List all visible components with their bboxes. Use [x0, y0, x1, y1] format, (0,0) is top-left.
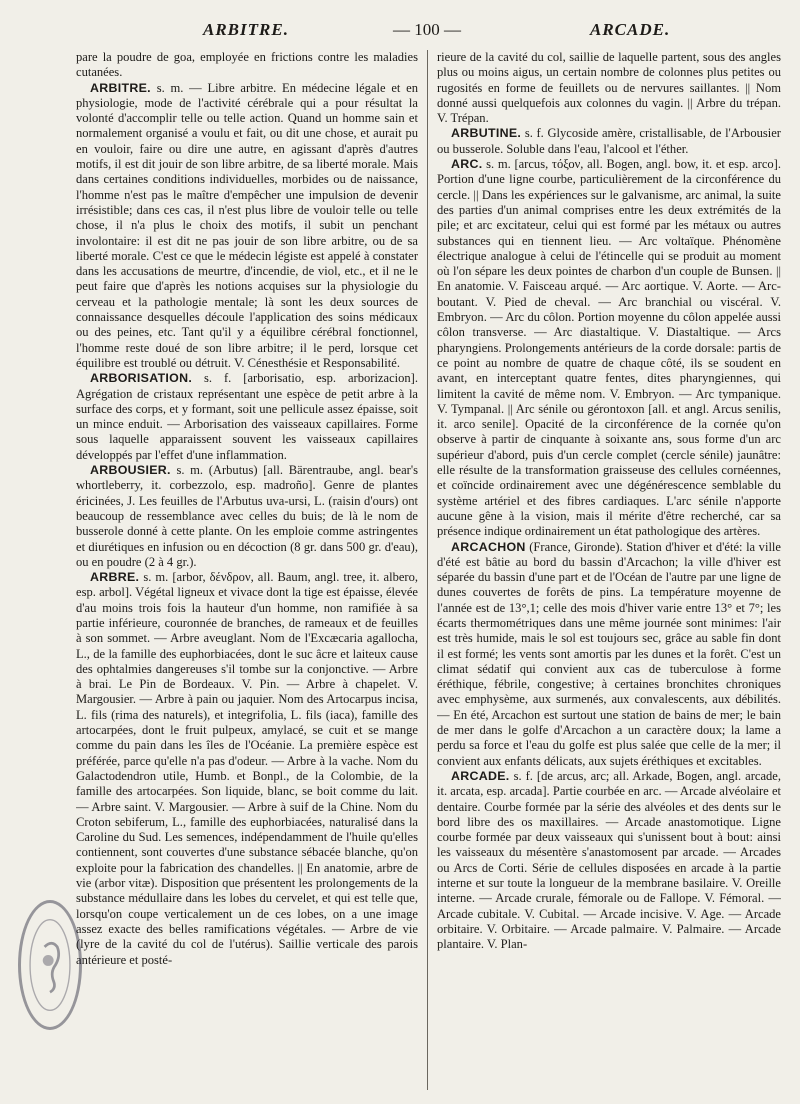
entry-text: s. m. (Arbutus) [all. Bärentraube, angl. bear's whortleberry, it. corbezzolo, esp. madroño]. Genre de plantes éricinées, J. Les feuilles de l'Arbutus uva-ursi, L. (raisin d'ours) ont beaucoup de ressemblance avec celles du buis; de là le nom de busserole donné à cette plante. On les emploie comme astringentes et diurétiques en infusion ou en décoction (8 gr. dans 500 gr. d'eau), ou en poudre (2 à 4 gr.). [76, 463, 418, 569]
entry-text: s. m. — Libre arbitre. En médecine légale et en physiologie, mode de l'activité cérébrale qui a pour résultat la volonté d'accomplir telle ou telle action. Quand un homme sain et normalement organisé a voulu et fait, ou dit une chose, et aurait pu en vouloir, faire ou dire une autre, en agissant d'après d'autres motifs, il est dit jouir de son libre arbitre, de sa liberté morale. Mais dans certaines conditions individuelles, morbides ou de naissance, l'homme n'est pas le maître d'empêcher une impulsion de devenir irrésistible; dans ces cas, il n'est plus libre de vouloir telle ou telle chose, il n'a plus le choix des motifs, il subit un penchant involontaire: il est dit ne pas jouir de son libre arbitre, ou de sa liberté morale. C'est ce que le médecin légiste est appelé à constater dans les accusations de meurtre, d'incendie, de viol, etc., et il ne le peut faire que d'après les notions acquises sur la physiologie du cerveau et la pathologie mentale; là sont les deux sources de connaissance desquelles découle l'application des soins médicaux ou des peines, etc. Tant qu'il y a équilibre cérébral fonctionnel, l'homme reste doué de son libre arbitre; il le perd, lorsque cet équilibre est troublé ou détruit. V. Cénesthésie et Responsabilité. [76, 80, 418, 370]
page-number: — 100 — [393, 20, 461, 39]
entry-headword: ARC. [451, 157, 483, 172]
entry-text: s. f. Glycoside amère, cristallisable, de l'Arbousier ou busserole. Soluble dans l'eau, l'alcool et l'éther. [437, 126, 781, 156]
entry-headword: ARBITRE. [90, 80, 151, 95]
dictionary-entry [437, 769, 781, 953]
right-column [437, 50, 781, 1100]
dictionary-entry [437, 50, 781, 126]
dictionary-entry [76, 371, 418, 463]
dictionary-entry [76, 81, 418, 372]
dictionary-entry [437, 157, 781, 539]
entry-text: rieure de la cavité du col, saillie de laquelle partent, sous des angles plus ou moins aigus, un certain nombre de colonnes plus petites ou rugosités en forme de feuillets ou de nervures saillantes. || Nom donné aussi quelquefois aux colonnes du vagin. || Arbre du trépan. V. Trépan. [437, 50, 781, 126]
entry-text: s. m. [arbor, δένδρον, all. Baum, angl. tree, it. albero, esp. arbol]. Végétal ligneux et vivace dont la tige est épaisse, élevée d'au moins trois fois la hauteur d'un homme, non ramifiée à sa partie inférieure, couronnée de branches, de rameaux et de feuilles à son sommet. — Arbre aveuglant. Nom de l'Excæcaria agallocha, L., de la famille des euphorbiacées, dont le suc âcre et laiteux cause des ophtalmies dangereuses s'il tombe sur la conjonctive. — Arbre à brai. Le Pin de Bordeaux. V. Pin. — Arbre à chapelet. V. Margousier. — Arbre à pain ou jaquier. Nom des Artocarpus incisa, L. fils (rima des naturels), et integrifolia, L. fils (iaca), famille des artocarpées, dont le fruit pulpeux, amylacé, se cuit et se mange comme du pain dans les îles de l'Océanie. La première espèce est préférée, parce qu'elle n'a pas d'odeur. — Arbre à la vache. Nom du Galactodendron utile, Humb. et Bonpl., de la Colombie, de la famille des artocarpées. Son liquide, blanc, se boit comme du lait. — Arbre saint. V. Margousier. — Arbre à suif de la Chine. Nom du Croton sebiferum, L., famille des euphorbiacées, naturalisé dans la Caroline du Sud. Les semences, indépendamment de l'huile qu'elles contiennent, sont couvertes d'une substance sébacée blanche, qu'on exploite pour la fabrication des chandelles. || En anatomie, arbre de vie (arbor vitæ). Disposition que présentent les prolongements de la substance médullaire dans les lobes du cervelet, et qui est telle que, lorsqu'on coupe verticalement un de ces lobes, on a une image assez exacte des belles ramifications végétales. — Arbre de vie (lyre de la cavité du col de l'utérus). Saillie verticale des parois antérieure et posté- [76, 570, 418, 967]
running-header [0, 18, 800, 46]
entry-text: s. f. [de arcus, arc; all. Arkade, Bogen, angl. arcade, it. arcata, esp. arcada]. Partie courbée en arc. — Arcade alvéolaire et dentaire. Courbe formée par la série des alvéoles et des dents sur le bord libre des os maxillaires. — Arcade anastomotique. Ligne courbe formée par deux vaisseaux qui s'unissent bout à bout: ainsi les vaisseaux du mésentère s'anastomosent par arcade. — Arcades ou Arcs de Corti. Série de cellules disposées en arcade à la partie interne et sur toute la longueur de la membrane basilaire. V. Oreille interne. — Arcade crurale, fémorale ou de Fallope. V. Fémoral. — Arcade cubitale. V. Cubital. — Arcade incisive. V. Age. — Arcade orbitaire. V. Orbitaire. — Arcade palmaire. V. Palmaire. — Arcade plantaire. V. Plan- [437, 768, 781, 952]
entry-headword: ARBORISATION. [90, 371, 193, 386]
entry-headword: ARBRE. [90, 570, 140, 585]
column-divider [427, 50, 428, 1090]
stamp-seal-icon [21, 903, 79, 1027]
library-stamp [18, 900, 82, 1030]
entry-headword: ARBOUSIER. [90, 463, 171, 478]
left-column [76, 50, 418, 1100]
dictionary-entry [437, 126, 781, 157]
header-left-word: ARBITRE. [203, 20, 289, 39]
entry-headword: ARBUTINE. [451, 126, 522, 141]
entry-headword: ARCADE. [451, 768, 510, 783]
entry-text: pare la poudre de goa, employée en frictions contre les maladies cutanées. [76, 50, 418, 80]
dictionary-entry [437, 540, 781, 769]
entry-text: s. m. [arcus, τόξον, all. Bogen, angl. bow, it. et esp. arco]. Portion d'une ligne courbe, particulièrement de la circonférence du cercle. || Dans les expériences sur le galvanisme, arc animal, la suite des parties d'un animal comprises entre les deux extrémités de la pile; et arc excitateur, celui qui est formé par les métaux ou autres substances qui en tiennent lieu. — Arc voltaïque. Phénomène électrique analogue à celui de l'étincelle qui se produit au moment où l'on sépare les deux pointes de charbon d'un couple de Bunsen. || En anatomie. V. Faisceau arqué. — Arc aortique. V. Aorte. — Arc-boutant. V. Pied de cheval. — Arc branchial ou viscéral. V. Embryon. — Arc du côlon. Portion moyenne du côlon appelée aussi côlon transverse. — Arc diastaltique. V. Diastaltique. — Arcs pharyngiens. Prolongements antérieurs de la corde dorsale: partis de ce point au nombre de quatre de chaque côté, ils se soudent en avant, en interceptant quatre fentes, dites pharyngiennes, qui limitent la cavité de même nom. V. Embryon. — Arc tympanique. V. Tympanal. || Arc sénile ou gérontoxon [all. et angl. Arcus senilis, it. arco senile]. Opacité de la circonférence de la cornée qu'on observe à partir de cinquante à soixante ans, sous forme d'un arc supérieur d'abord, puis d'un cercle complet (cercle sénile) jaunâtre: elle résulte de la transformation graisseuse des cellules cornéennes, et coïncide ordinairement avec une dégénérescence semblable du système artériel et des fibres cardiaques. L'arc sénile n'apporte aucune gêne à la vision, mais il mérite d'être recherché, car sa présence indique ordinairement un état pathologique des artères. [437, 157, 781, 539]
entry-text: s. f. [arborisatio, esp. arborizacion]. Agrégation de cristaux représentant une espèce de petit arbre à la surface des corps, et y formant, soit une pellicule assez épaisse, soit un mince enduit. — Arborisation des vaisseaux capillaires. Forme sous laquelle apparaissent souvent les vaisseaux capillaires développés par l'effet d'une inflammation. [76, 371, 418, 462]
dictionary-entry [76, 50, 418, 81]
entry-headword: ARCACHON [451, 539, 526, 554]
header-right-word: ARCADE. [590, 20, 671, 39]
dictionary-entry [76, 570, 418, 968]
dictionary-entry [76, 463, 418, 570]
entry-text: (France, Gironde). Station d'hiver et d'été: la ville d'été est bâtie au bord du bassin d'Arcachon; la ville d'hiver est séparée du bassin d'une part et de l'Océan de l'autre par une ligne de dunes couvertes de forêts de pins. La température moyenne de l'année est de 13°,1; celle des mois d'hiver varie entre 13° et 7°; les écarts thermométriques dans une même journée sont minimes: l'air est très humide, mais le sol est toujours sec, grâce au sable fin dont il est formé; les vents sont amortis par les dunes et la forêt. C'est un climat sédatif qui convient aux cas de tuberculose à forme éréthique, fébrile, congestive; à certaines bronchites chroniques avec emphysème, aux surmenés, aux convalescents, aux débilités. — En été, Arcachon est surtout une station de bains de mer; le bain de mer dans le golfe d'Arcachon a un caractère doux; la lame a perdu sa force et l'eau du golfe est plus salée que celle de la mer; il convient aux enfants délicats, aux sujets éréthiques et excitables. [437, 539, 781, 768]
